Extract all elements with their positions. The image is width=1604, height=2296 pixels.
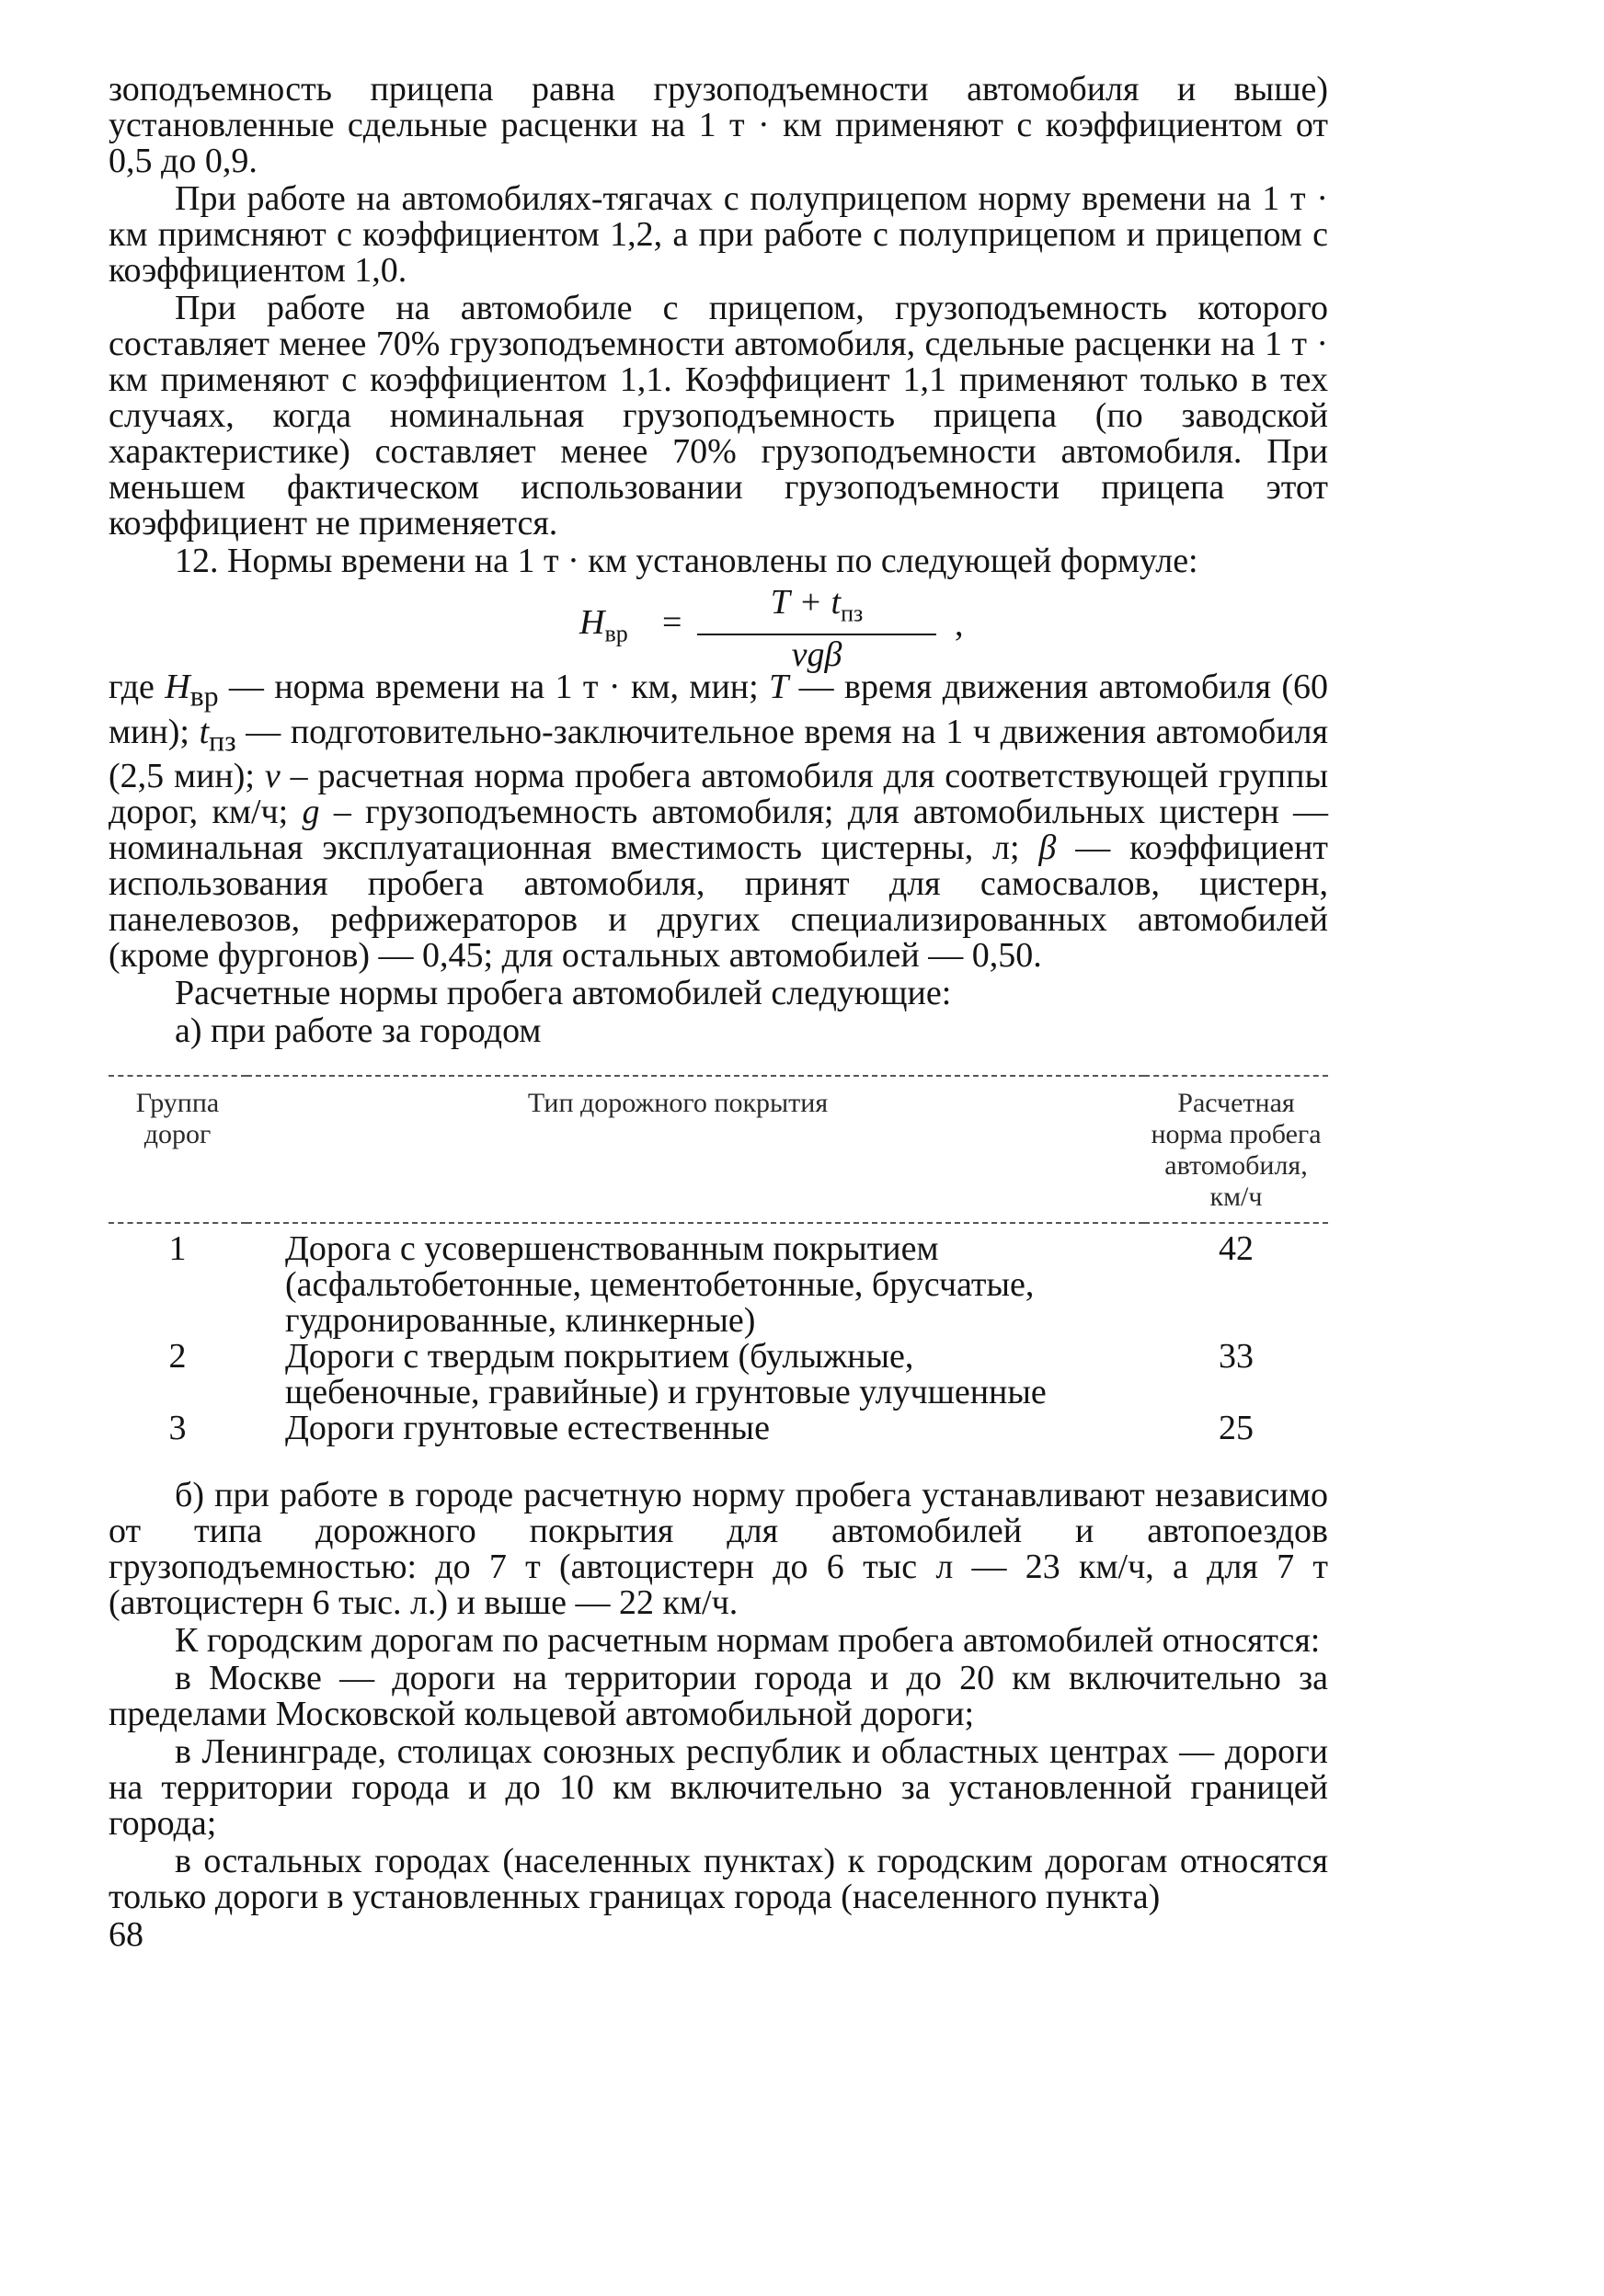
cell-group: 2 xyxy=(168,1337,187,1376)
book-page xyxy=(109,72,1328,1955)
paragraph-semitrailer: При работе на автомобилях-тягачах с полуприцепом норму времени на 1 т · км примсняют с коэффициентом 1,2, а при работе с полуприцепом и прицепом с коэффициентом 1,0. xyxy=(109,179,1328,290)
formula-comma: , xyxy=(955,605,964,644)
formula-equals: = xyxy=(662,603,682,642)
paragraph-city-roads-intro: К городским дорогам по расчетным нормам пробега автомобилей относятся: xyxy=(175,1621,1321,1661)
cell-surface: Дорога с усовершенствованным покрытием (асфальтобетонные, цементобетонные, брусчатые, гудронированные, клинкерные) xyxy=(285,1229,1035,1341)
formula-lhs: $Н_{вр}$ xyxy=(579,603,628,647)
header-surface-type: Тип дорожного покрытия xyxy=(246,1076,1144,1223)
paragraph-other-cities: в остальных городах (населенных пунктах) к городским дорогам относятся только дороги в установленных границах города (населенного пункта) xyxy=(109,1842,1328,1917)
paragraph-trailer: При работе на автомобиле с прицепом, грузоподъемность которого составляет менее 70% грузоподъемности автомобиля, сдельные расценки на 1 т · км применяют с коэффициентом 1,1. Коэффициент 1,1 применяют только в тех случаях, когда номинальная грузоподъемность прицепа (по заводской характеристике) составляет менее 70% грузоподъемности автомобиля. При меньшем фактическом использовании грузоподъемности прицепа этот коэффициент не применяется. xyxy=(109,289,1328,543)
table-row xyxy=(109,1223,1328,1339)
paragraph-formula-intro: 12. Нормы времени на 1 т · км установлены по следующей формуле: xyxy=(175,542,1198,580)
formula-fraction xyxy=(697,585,936,673)
section-city-norms xyxy=(109,1478,1328,1953)
cell-surface: Дороги с твердым покрытием (булыжные, щебеночные, гравийные) и грунтовые улучшенные xyxy=(285,1337,1047,1412)
paragraph-norms-intro: Расчетные нормы пробега автомобилей следующие: xyxy=(175,974,952,1013)
cell-norm: 25 xyxy=(1219,1409,1254,1448)
paragraph-continuation: зоподъемность прицепа равна грузоподъемности автомобиля и выше) установленные сдельные расценки на 1 т · км применяют с коэффициентом от 0,5 до 0,9. xyxy=(109,70,1328,180)
header-road-group: Группа дорог xyxy=(109,1076,246,1223)
cell-surface: Дороги грунтовые естественные xyxy=(285,1409,770,1448)
cell-norm: 33 xyxy=(1219,1337,1254,1376)
road-norms-table xyxy=(109,1075,1328,1446)
formula-denominator: νgβ xyxy=(791,634,842,674)
paragraph-definitions: где $Н_{вр}$ — норма времени на 1 т · км, мин; Т — время движения автомобиля (60 мин); $t_{пз}$ — подготовительно-заключительное время на 1 ч движения автомобиля (2,5 мин); ν – расчетная норма пробега автомобиля для соответствующей группы дорог, км/ч; g – грузоподъемность автомобиля; для автомобильных цистерн — номинальная эксплуатационная вместимость цистерны, л; β — коэффициент использования пробега автомобиля, принят для самосвалов, цистерн, панелевозов, рефрижераторов и других специализированных автомобилей (кроме фургонов) — 0,45; для остальных автомобилей — 0,50. xyxy=(109,668,1328,976)
cell-group: 1 xyxy=(168,1229,187,1269)
table-header-row xyxy=(109,1076,1328,1223)
paragraph-case-a: а) при работе за городом xyxy=(175,1011,542,1051)
page-number: 68 xyxy=(109,1915,143,1955)
header-speed-norm: Расчетная норма пробега автомобиля, км/ч xyxy=(1144,1076,1328,1223)
time-norm-formula xyxy=(109,583,1328,674)
cell-norm: 42 xyxy=(1219,1229,1254,1269)
paragraph-moscow: в Москве — дороги на территории города и до 20 км включительно за пределами Московской кольцевой автомобильной дороги; xyxy=(109,1659,1328,1734)
formula-numerator: $Т + t_{пз}$ xyxy=(697,585,936,635)
cell-group: 3 xyxy=(168,1409,187,1448)
table-row xyxy=(109,1411,1328,1446)
table-row xyxy=(109,1339,1328,1411)
paragraph-leningrad: в Ленинграде, столицах союзных республик и областных центрах — дороги на территории города и до 10 км включительно за установленной границей города; xyxy=(109,1732,1328,1844)
road-norms-table-wrapper xyxy=(109,1075,1328,1446)
paragraph-case-b: б) при работе в городе расчетную норму пробега устанавливают независимо от типа дорожного покрытия для автомобилей и автопоездов грузоподъемностью: до 7 т (автоцистерн до 6 тыс л — 23 км/ч, а для 7 т (автоцистерн 6 тыс. л.) и выше — 22 км/ч. xyxy=(109,1476,1328,1623)
